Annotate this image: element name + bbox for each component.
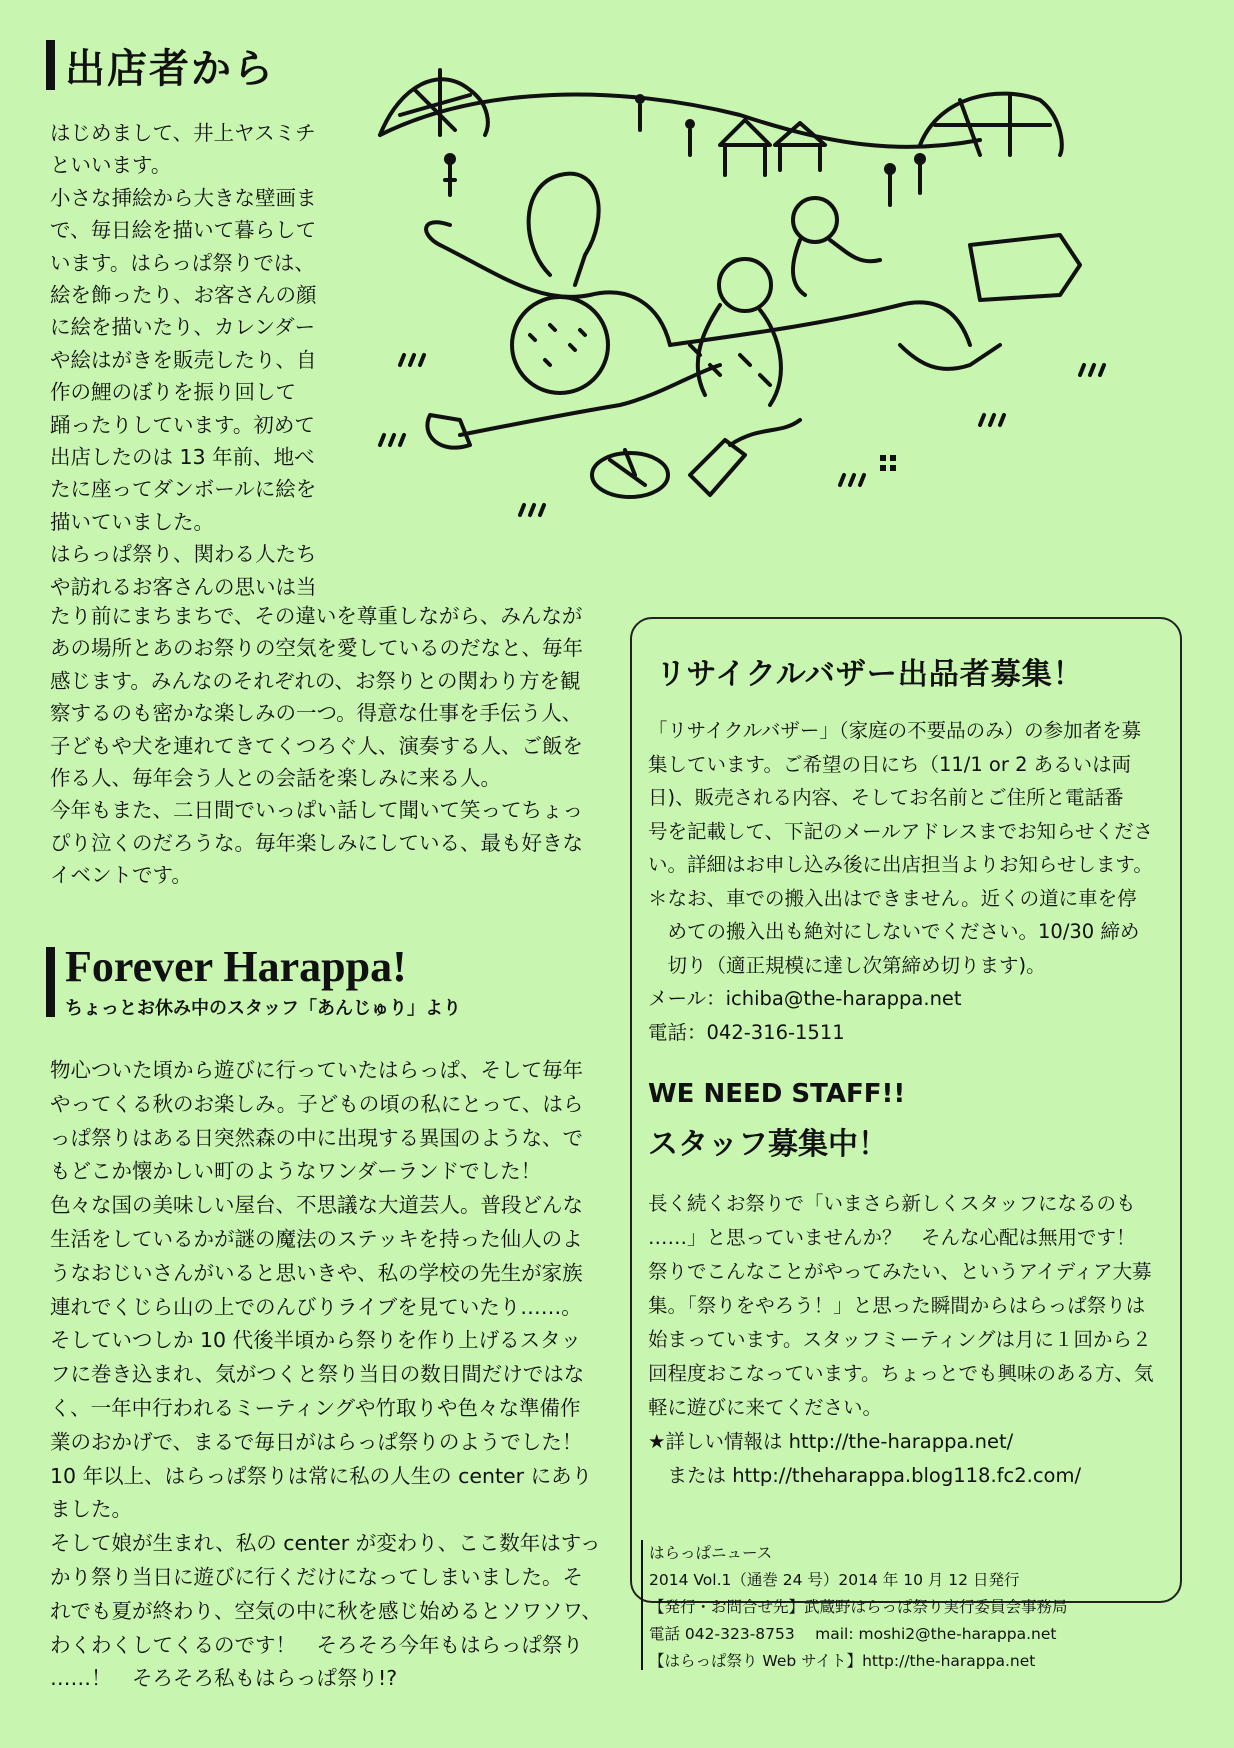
bazaar-title: リサイクルバザー出品者募集！ [656,657,1084,692]
shutten-heading-text: 出店者から [65,44,275,92]
shutten-heading [46,40,275,90]
forever-subheading: ちょっとお休み中のスタッフ「あんじゅり」より [65,998,461,1019]
forever-heading [46,942,461,1019]
forever-body: 物心ついた頃から遊びに行っていたはらっぱ、そして毎年 やってくる秋のお楽しみ。子どもの頃の私にとって、はら っぱ祭りはある日突然森の中に出現する異国のような、で もどこか懐かしい町のようなワンダーランドでした！ 色々な国の美味しい屋台、不思議な大道芸人。普段どんな 生活をしているかが謎の魔法のステッキを持った仙人のよ うなおじいさんがいると思いきや、私の学校の先生が家族 連れでくじら山の上でのんびりライブを見ていたり……。 そしていつしか 10 代後半頃から祭りを作り上げるスタッ フに巻き込まれ、気がつくと祭り当日の数日間だけではな く、一年中行われるミーティングや竹取りや色々な準備作 業のおかげで、まるで毎日がはらっぱ祭りのようでした！ 10 年以上、はらっぱ祭りは常に私の人生の center にあり ました。 そして娘が生まれ、私の center が変わり、ここ数年はすっ かり祭り当日に遊びに行くだけになってしまいました。そ れでも夏が終わり、空気の中に秋を感じ始めるとソワソワ、 わくわくしてくるのです！ そろそろ今年もはらっぱ祭り ……！ そろそろ私もはらっぱ祭り!? [50,1058,602,1691]
recruitment-box [630,617,1182,1603]
shutten-body-wide: たり前にまちまちで、その違いを尊重しながら、みんなが あの場所とあのお祭りの空気を愛しているのだなと、毎年 感じます。みんなのそれぞれの、お祭りとの関わり方を観 察するのも密かな楽しみの一つ。得意な仕事を手伝う人、 子どもや犬を連れてきてくつろぐ人、演奏する人、ご飯を 作る人、毎年会う人との会話を楽しみに来る人。 今年もまた、二日間でいっぱい話して聞いて笑ってちょっ ぴり泣くのだろうな。毎年楽しみにしている、最も好きな イベントです。 [50,604,583,888]
colophon-text: はらっぱニュース 2014 Vol.1（通巻 24 号）2014 年 10 月 12 日発行 【発行・お問合せ先】武蔵野はらっぱ祭り実行委員会事務局 電話 042-323-8753 mail: moshi2@the-harappa.net 【はらっぱ祭り Web サイト】http://the-harappa.net [649,1544,1068,1670]
shutten-body-narrow: はじめまして、井上ヤスミチ といいます。 小さな挿絵から大きな壁画ま で、毎日絵を描いて暮らして います。はらっぱ祭りでは、 絵を飾ったり、お客さんの顔 に絵を描いたり、カレンダー や絵はがきを販売したり、自 作の鯉のぼりを振り回して 踊ったりしています。初めて 出店したのは 13 年前、地べ たに座ってダンボールに絵を 描いていました。 はらっぱ祭り、関わる人たち や訪れるお客さんの思いは当 [50,121,317,599]
staff-title-en: WE NEED STAFF!! [648,1079,906,1109]
festival-illustration [360,45,1180,545]
heading-bar [46,947,55,1017]
staff-body: 長く続くお祭りで「いまさら新しくスタッフになるのも ……」と思っていませんか？ そんな心配は無用です！ 祭りでこんなことがやってみたい、というアイディア大募 集。「祭りをやろう！」と思った瞬間からはらっぱ祭りは 始まっています。スタッフミーティングは月に１回から２ 回程度おこなっています。ちょっとでも興味のある方、気 軽に遊びに来てください。 ★詳しい情報は http://the-harappa.net/ または http://theharappa.blog118.fc2.com/ [648,1192,1154,1487]
bazaar-body: 「リサイクルバザー」（家庭の不要品のみ）の参加者を募 集しています。ご希望の日にち（11/1 or 2 あるいは両 日)、販売される内容、そしてお名前とご住所と電話番 号を記載して、下記のメールアドレスまでお知らせくださ い。詳細はお申し込み後に出店担当よりお知らせします。 ＊なお、車での搬入出はできません。近くの道に車を停 めての搬入出も絶対にしないでください。10/30 締め 切り（適正規模に達し次第締め切ります)。 メール：ichiba@the-harappa.net 電話：042-316-1511 [648,719,1154,1044]
staff-title-jp: スタッフ募集中！ [648,1127,888,1162]
colophon-rule [641,1540,643,1670]
heading-bar [46,40,55,90]
forever-heading-text: Forever Harappa! [65,942,407,991]
forever-heading-wrap [65,944,461,1020]
